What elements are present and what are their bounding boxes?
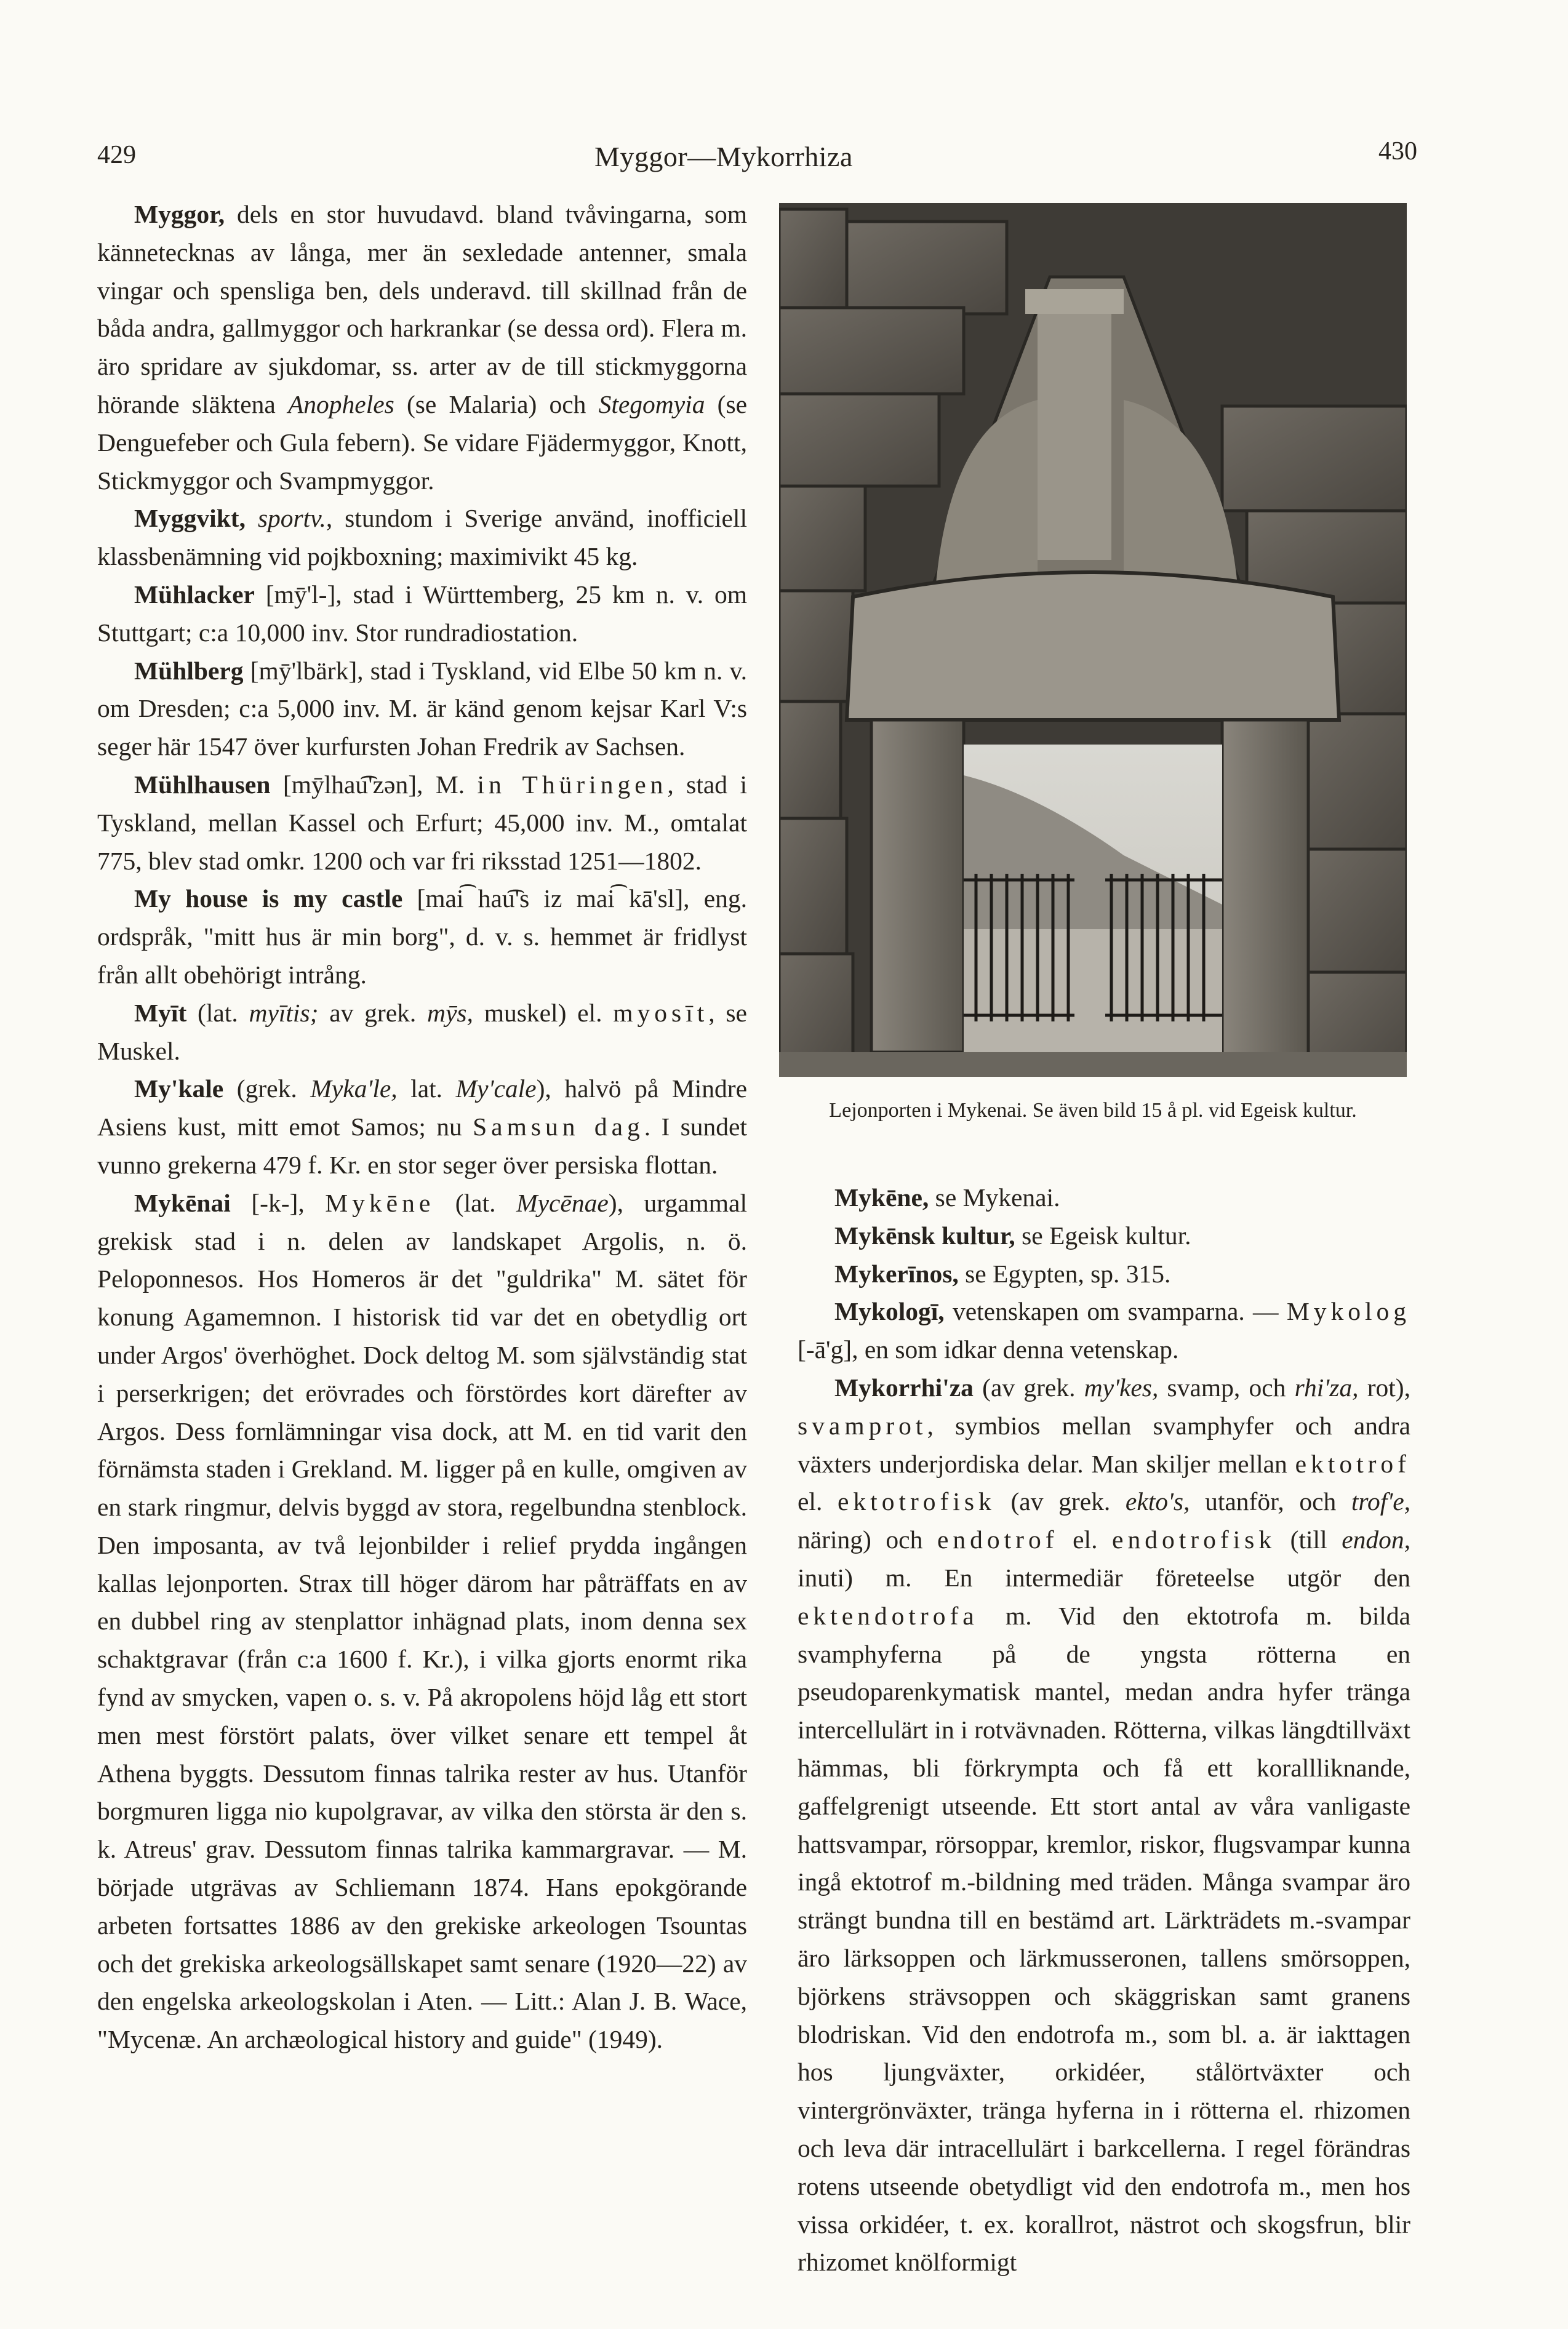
entry-headword: My'kale [134, 1074, 224, 1103]
entry-body: [mȳlhau͡'zən], M. in Thüringen, stad i Tyskland, mellan Kassel och Erfurt; 45,000 inv. M., omtalat 775, blev stad omkr. 1200 och var fri riksstad 1251—1802. [97, 770, 747, 875]
dictionary-entry [97, 196, 747, 500]
entry-headword: My house is my castle [134, 884, 403, 913]
entry-body: (grek. Myka'le, lat. My'cale), halvö på Mindre Asiens kust, mitt emot Samos; nu Samsun dag. I sundet vunno grekerna 479 f. Kr. en stor seger över persiska flottan. [97, 1074, 747, 1179]
lion-gate-photo [779, 203, 1407, 1077]
entry-body: [mȳ'lbärk], stad i Tyskland, vid Elbe 50 km n. v. om Dresden; c:a 5,000 inv. M. är känd genom kejsar Karl V:s seger här 1547 över kurfursten Johan Fredrik av Sachsen. [97, 656, 747, 761]
dictionary-entry [97, 652, 747, 766]
entry-headword: Mühlhausen [134, 770, 271, 799]
dictionary-entry [97, 1184, 747, 2059]
entry-headword: Mykologī, [834, 1297, 945, 1326]
dictionary-entry [97, 994, 747, 1071]
entry-headword: Mühlacker [134, 580, 255, 609]
entry-headword: Mykorrhi'za [834, 1373, 974, 1402]
entry-headword: Mykēnai [134, 1188, 231, 1217]
page-number-right: 430 [1378, 137, 1417, 166]
dictionary-entry [97, 1070, 747, 1184]
entry-body: [-k-], Mykēne (lat. Mycēnae), urgammal grekisk stad i n. delen av landskapet Argolis, n. ö. Peloponnesos. Hos Homeros är det "guldrika" M. sätet för konung Agamemnon. I historisk tid var det en obetydlig ort under Argos' överhöghet. Dock deltog M. som självständig stat i perserkrigen; det erövrades och förstördes kort därefter av Argos. Dess fornlämningar visa dock, att M. en tid varit den förnämsta staden i Grekland. M. ligger på en kulle, omgiven av en stark ringmur, delvis byggd av stora, regelbundna stenblock. Den imposanta, av två lejonbilder i relief prydda ingången kallas lejonporten. Strax till höger därom har påträffats en av en dubbel ring av stenplattor inhägnad plats, inom denna sex schaktgravar (från c:a 1600 f. Kr.), i vilka gjorts enormt rika fynd av smycken, vapen o. s. v. På akropolens höjd låg ett stort men mest förstört palats, över vilket senare ett tempel åt Athena byggts. Dessutom finnas talrika rester av hus. Utanför borgmuren ligga nio kupolgravar, av vilka den största är den s. k. Atreus' grav. Dessutom finnas talrika kammargravar. — M. började utgrävas av Schliemann 1874. Hans epokgörande arbeten fortsattes 1886 av den grekiske arkeologen Tsountas och det grekiska arkeologsällskapet samt senare (1920—22) av den engelska arkeologskolan i Aten. — Litt.: Alan J. B. Wace, "Mycenæ. An archæological history and guide" (1949). [97, 1188, 747, 2054]
entry-body: se Egeisk kultur. [1015, 1221, 1191, 1250]
dictionary-entry [798, 1217, 1410, 1255]
entry-body: (lat. myītis; av grek. mȳs, muskel) el. myosīt, se Muskel. [97, 998, 747, 1065]
entry-headword: Myggvikt, [134, 504, 246, 533]
entry-body: se Mykenai. [929, 1183, 1060, 1212]
entry-headword: Myīt [134, 998, 187, 1027]
entry-body: (av grek. my'kes, svamp, och rhi'za, rot), svamprot, symbios mellan svamphyfer och andra växters underjordiska delar. Man skiljer mellan ektotrof el. ektotrofisk (av grek. ekto's, utanför, och trof'e, näring) och endotrof el. endotrofisk (till endon, inuti) m. En intermediär företeelse utgör den ektendotrofa m. Vid den ektotrofa m. bilda svamphyferna på de yngsta rötterna en pseudoparenkymatisk mantel, medan andra hyfer tränga intercellulärt in i rotvävnaden. Rötterna, vilkas längdtillväxt hämmas, bli förkrympta och få ett korallliknande, gaffelgrenigt utseende. Ett stort antal av våra vanligaste hattsvampar, rörsoppar, kremlor, riskor, flugsvampar kunna ingå ektotrof m.-bildning med träden. Många svampar äro strängt bundna till en bestämd art. Lärkträdets m.-svampar äro lärksoppen och lärkmusseronen, tallens smörsoppen, björkens strävsoppen och skäggriskan samt granens blodriskan. Vid den endotrofa m., som bl. a. är iakttagen hos ljungväxter, orkidéer, stålörtväxter och vintergrönväxter, tränga hyferna in i rötterna el. rhizomen och leva där intracellulärt i barkcellerna. I regel förändras rotens utseende obetydligt vid den endotrofa m., men hos vissa orkidéer, t. ex. korallrot, nästrot och skogsfrun, blir rhizomet knölformigt [798, 1373, 1411, 2277]
page-number-left: 429 [97, 141, 136, 169]
figure-caption: Lejonporten i Mykenai. Se även bild 15 å pl. vid Egeisk kultur. [829, 1099, 1357, 1122]
entry-headword: Myggor, [134, 200, 225, 228]
right-column [798, 1179, 1410, 2282]
entry-headword: Mykēnsk kultur, [834, 1221, 1015, 1250]
dictionary-entry [798, 1369, 1410, 2282]
entry-body: dels en stor huvudavd. bland tvåvingarna, som kännetecknas av långa, mer än sexledade antenner, smala vingar och spensliga ben, dels underavd. till skillnad från de båda andra, gallmyggor och harkrankar (se dessa ord). Flera m. äro spridare av sjukdomar, ss. arter av de till stickmyggorna hörande släktena Anopheles (se Malaria) och Stegomyia (se Denguefeber och Gula febern). Se vidare Fjädermyggor, Knott, Stickmyggor och Svampmyggor. [97, 200, 748, 495]
dictionary-entry [97, 880, 747, 994]
dictionary-entry [798, 1255, 1410, 1293]
entry-headword: Mykēne, [834, 1183, 929, 1212]
dictionary-entry [97, 576, 747, 652]
entry-body: sportv., stundom i Sverige använd, inofficiell klassbenämning vid pojkboxning; maximivikt 45 kg. [97, 504, 747, 571]
entry-headword: Mykerīnos, [834, 1259, 959, 1288]
entry-body: [mȳ'l-], stad i Württemberg, 25 km n. v. om Stuttgart; c:a 10,000 inv. Stor rundradiostation. [97, 580, 747, 647]
dictionary-entry [798, 1179, 1410, 1217]
dictionary-entry [97, 500, 747, 576]
entry-body: vetenskapen om svamparna. — Mykolog [-ā'g], en som idkar denna vetenskap. [798, 1297, 1410, 1364]
dictionary-entry [798, 1293, 1410, 1369]
entry-headword: Mühlberg [134, 656, 244, 685]
entry-body: se Egypten, sp. 315. [958, 1259, 1171, 1288]
left-column [97, 196, 747, 2059]
entry-body: [mai͡ hau͡'s iz mai͡ kā'sl], eng. ordspråk, "mitt hus är min borg", d. v. s. hemmet är fridlyst från allt obehörigt intrång. [97, 884, 748, 989]
running-head: Myggor—Mykorrhiza [594, 141, 853, 172]
dictionary-entry [97, 766, 747, 880]
